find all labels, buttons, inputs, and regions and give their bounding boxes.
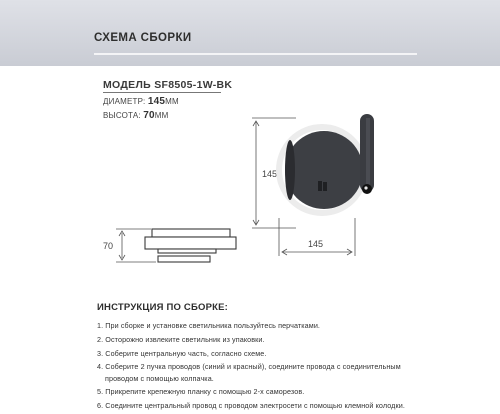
switch-knob [318,181,322,191]
instruction-step: 1. При сборке и установке светильника пользуйтесь перчатками. [97,321,321,330]
instruction-step: 6. Соедините центральный провод с проводом электросети с помощью клемной колодки. [97,401,405,411]
side-height-label: 70 [103,241,114,251]
instruction-step: 3. Соберите центральную часть, согласно схеме. [97,348,267,358]
page-title: СХЕМА СБОРКИ [94,32,192,44]
model-name: МОДЕЛЬ SF8505-1W-BK [103,79,233,91]
diameter-unit: ММ [165,97,179,106]
fixture-front-view [279,114,374,213]
height-value: 70 [143,110,155,121]
front-width-dimension [279,218,355,256]
instructions-title: ИНСТРУКЦИЯ ПО СБОРКЕ: [97,302,229,313]
instruction-step: 5. Прикрепите крепежную планку с помощью 2-х саморезов. [97,387,305,397]
height-label: ВЫСОТА: [103,111,141,120]
instruction-step: 4. Соберите 2 пучка проводов (синий и красный), соедините провода с соединительным [97,362,401,372]
height-unit: ММ [154,111,169,120]
front-height-label: 145 [262,169,278,179]
instruction-step: 2. Осторожно извлеките светильник из упаковки. [97,334,265,344]
diameter-value: 145 [147,96,166,107]
diameter-label: ДИАМЕТР: [103,97,146,106]
fixture-side-view [145,229,236,262]
instruction-step-continued: проводом с помощью колпачка. [105,373,214,383]
front-width-label: 145 [308,239,324,249]
